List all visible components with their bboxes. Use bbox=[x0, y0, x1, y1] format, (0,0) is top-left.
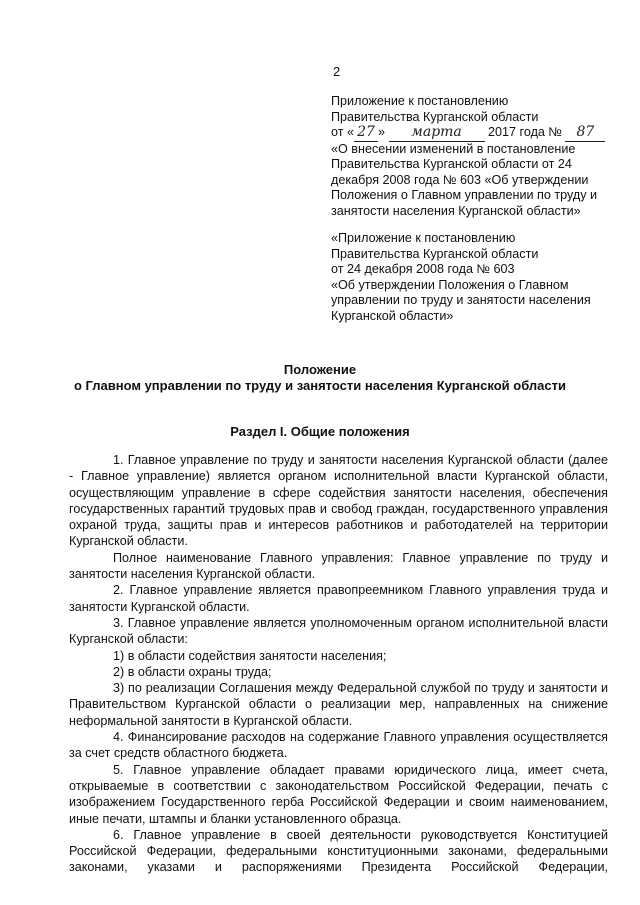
appendix-line: Приложение к постановлению bbox=[331, 94, 509, 108]
appendix-line: декабря 2008 года № 603 «Об утверждении bbox=[331, 172, 589, 187]
appendix-line: Правительства Курганской области от 24 bbox=[331, 157, 572, 171]
appendix-line: «О внесении изменений в постановление bbox=[331, 141, 576, 156]
appendix-line: управлении по труду и занятости населения bbox=[331, 293, 591, 307]
appendix-line: Правительства Курганской области bbox=[331, 246, 539, 261]
document-subtitle: о Главном управлении по труду и занятости населения Курганской области bbox=[73, 378, 567, 393]
appendix-header-current bbox=[331, 94, 621, 219]
appendix-line: Курганской области» bbox=[331, 308, 454, 323]
document-title: Положение bbox=[283, 362, 357, 377]
handwritten-number: 87 bbox=[576, 124, 595, 140]
date-mid: » bbox=[378, 125, 386, 139]
paragraph: 3. Главное управление является уполномоченным органом исполнительной власти Курганской области: bbox=[69, 615, 608, 647]
paragraph: 1. Главное управление по труду и занятости населения Курганской области (далее - Главное управление) является органом исполнительной власти Курганской области, осуществляющим управление в сфере содействия занятости населения, обеспечения государственных гарантий трудовых прав и свобод граждан, государственного управления охраной труда, защиты прав и интересов работников и работодателей на территории Курганской области. bbox=[69, 453, 608, 549]
section-title: Раздел I. Общие положения bbox=[230, 424, 410, 439]
appendix-line: занятости населения Курганской области» bbox=[331, 203, 581, 218]
body-text bbox=[69, 452, 608, 876]
day-field bbox=[354, 125, 378, 142]
paragraph: 2) в области охраны труда; bbox=[113, 664, 272, 679]
appendix-date-line bbox=[331, 125, 621, 142]
appendix-line: Положения о Главном управлении по труду и bbox=[331, 188, 598, 202]
appendix-header-original bbox=[331, 231, 621, 324]
appendix-line: Правительства Курганской области bbox=[331, 109, 539, 124]
paragraph: 5. Главное управление обладает правами юридического лица, имеет счета, открываемые в соответствии с законодательством Российской Федерации, печать с изображением Государственного герба Российской Федерации и своим наименованием, иные печати, штампы и бланки установленного образца. bbox=[69, 762, 608, 826]
paragraph: 4. Финансирование расходов на содержание Главного управления осуществляется за счет средств областного бюджета. bbox=[69, 730, 608, 761]
paragraph: 6. Главное управление в своей деятельности руководствуется Конституцией Российской Федерации, федеральными конституционными законами, федеральными законами, указами и распоряжениями Президента Российской Федерации, bbox=[69, 827, 608, 875]
paragraph: Полное наименование Главного управления: Главное управление по труду и занятости населения Курганской области. bbox=[69, 550, 608, 582]
paragraph: 2. Главное управление является правопреемником Главного управления труда и занятости Курганской области. bbox=[69, 583, 608, 614]
appendix-line: «Приложение к постановлению bbox=[331, 231, 516, 245]
page-number: 2 bbox=[333, 64, 341, 79]
date-prefix: от « bbox=[331, 125, 354, 139]
paragraph: 3) по реализации Соглашения между Федеральной службой по труду и занятости и Правительством Курганской области о реализации мер, направленных на снижение неформальной занятости в Курганской области. bbox=[69, 681, 608, 728]
month-field bbox=[389, 125, 485, 142]
year-text: 2017 года № bbox=[488, 125, 562, 139]
appendix-line: от 24 декабря 2008 года № 603 bbox=[331, 262, 515, 276]
handwritten-day: 27 bbox=[357, 124, 375, 140]
number-field bbox=[565, 125, 605, 142]
handwritten-month: марта bbox=[411, 124, 462, 140]
appendix-line: «Об утверждении Положения о Главном bbox=[331, 277, 569, 292]
paragraph: 1) в области содействия занятости населения; bbox=[113, 648, 387, 663]
